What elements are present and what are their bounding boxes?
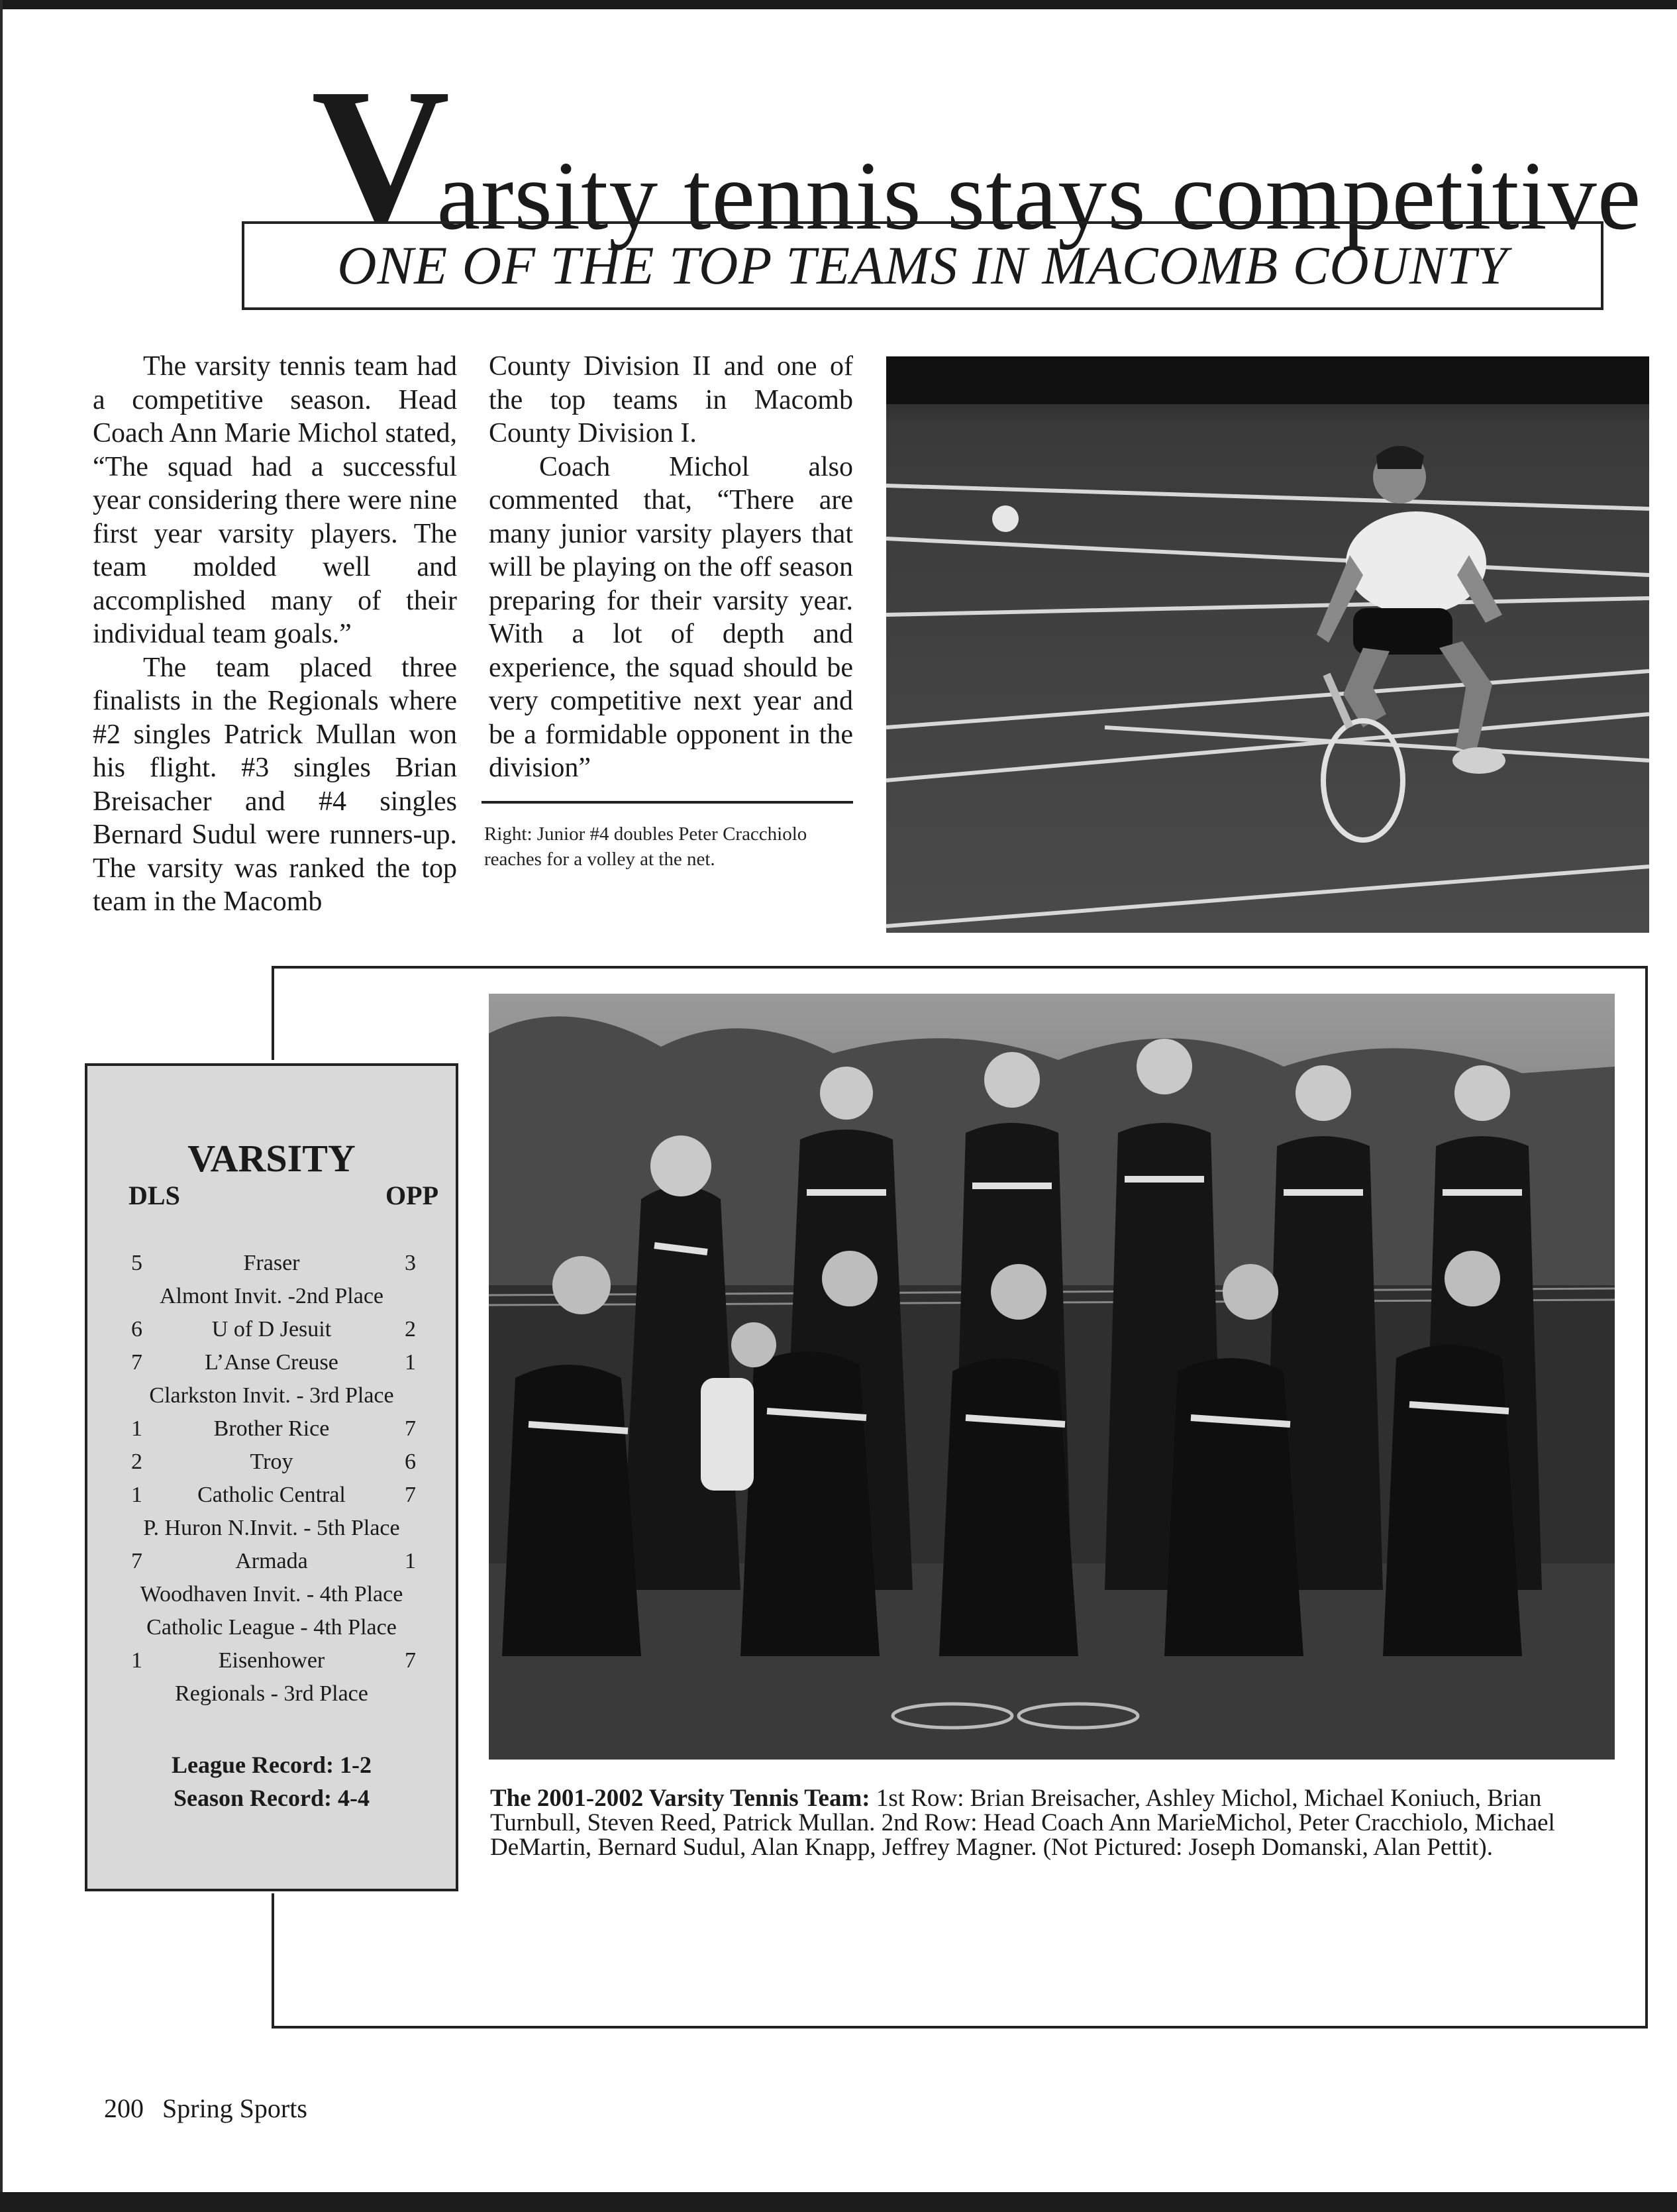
match-row: [87, 1446, 456, 1479]
tournament-note: P. Huron N.Invit. - 5th Place: [143, 1516, 400, 1540]
record-summary: [87, 1748, 456, 1815]
record-opp-label: OPP: [385, 1181, 438, 1210]
opponent-name: Fraser: [243, 1251, 300, 1275]
opponent-name: Armada: [235, 1549, 308, 1573]
tournament-note: Regionals - 3rd Place: [175, 1681, 368, 1706]
subtitle-banner: [242, 221, 1603, 310]
tournament-note: Almont Invit. -2nd Place: [159, 1284, 384, 1308]
opp-score: 7: [405, 1648, 416, 1673]
opponent-name: Troy: [250, 1449, 293, 1474]
dls-score: 2: [131, 1449, 142, 1474]
page-title: [311, 49, 1642, 262]
record-list: [87, 1247, 456, 1711]
title-text: arsity tennis stays competitive: [436, 142, 1642, 250]
opp-score: 1: [405, 1350, 416, 1375]
season-record: Season Record: 4-4: [174, 1785, 370, 1811]
opp-score: 1: [405, 1549, 416, 1573]
top-border: [0, 0, 1677, 9]
article-paragraph: The varsity tennis team had a competitive season. Head Coach Ann Marie Michol stated, “The squad had a successful year considering there were nine first year varsity players. The team molded well and accomplished many of their individual team goals.”: [93, 351, 457, 649]
dls-score: 1: [131, 1416, 142, 1441]
tournament-note: Woodhaven Invit. - 4th Place: [140, 1582, 403, 1606]
match-row: [87, 1545, 456, 1578]
tournament-note: Clarkston Invit. - 3rd Place: [149, 1383, 394, 1408]
match-row: [87, 1313, 456, 1346]
section-name: Spring Sports: [162, 2093, 307, 2123]
tennis-court-illustration: [886, 356, 1649, 933]
tournament-note: Catholic League - 4th Place: [146, 1615, 397, 1640]
record-heading: VARSITY: [187, 1137, 356, 1180]
opp-score: 2: [405, 1317, 416, 1342]
opponent-name: Catholic Central: [197, 1483, 346, 1507]
article-paragraph: Coach Michol also commented that, “There are many junior varsity players that will be playing on the off season preparing for their varsity year. With a lot of depth and experience, the squad should be very competitive next year and be a formidable opponent in the division”: [489, 451, 853, 783]
match-row: [87, 1247, 456, 1280]
season-record-box: [85, 1063, 458, 1891]
match-row: [87, 1412, 456, 1446]
team-caption: [490, 1786, 1616, 1860]
dls-score: 1: [131, 1483, 142, 1507]
opponent-name: Eisenhower: [218, 1648, 325, 1673]
opp-score: 6: [405, 1449, 416, 1474]
match-row: [87, 1479, 456, 1512]
article-column-1: [93, 350, 457, 919]
team-caption-text: 1st Row: Brian Breisacher, Ashley Michol, Michael Koniuch, Brian Turnbull, Steven Reed, Patrick Mullan. 2nd Row: Head Coach Ann MarieMichol, Peter Cracchiolo, Michael DeMartin, Bernard Sudul, Alan Knapp, Jeffrey Magner. (Not Pictured: Joseph Domanski, Alan Pettit).: [490, 1785, 1555, 1861]
article-paragraph: County Division II and one of the top teams in Macomb County Division I.: [489, 351, 853, 448]
photo-caption: Right: Junior #4 doubles Peter Cracchiolo reaches for a volley at the net.: [484, 823, 807, 870]
team-photo: [489, 994, 1615, 1760]
dls-score: 1: [131, 1648, 142, 1673]
left-edge: [0, 0, 3, 2212]
league-record: League Record: 1-2: [172, 1752, 372, 1778]
team-photo-illustration: [489, 994, 1615, 1760]
opp-score: 7: [405, 1483, 416, 1507]
opp-score: 7: [405, 1416, 416, 1441]
team-caption-lead: The 2001-2002 Varsity Tennis Team:: [490, 1785, 870, 1812]
record-dls-label: DLS: [128, 1181, 180, 1210]
article-paragraph: The team placed three finalists in the Regionals where #2 singles Patrick Mullan won his flight. #3 singles Brian Breisacher and #4 singles Bernard Sudul were runners-up. The varsity was ranked the top team in the Macomb: [93, 652, 457, 917]
page-number: 200: [104, 2093, 144, 2123]
page-footer: [104, 2093, 307, 2124]
match-row: [87, 1346, 456, 1379]
subtitle-text: ONE OF THE TOP TEAMS IN MACOMB COUNTY: [337, 235, 1508, 295]
title-dropcap: V: [311, 49, 437, 262]
dls-score: 6: [131, 1317, 142, 1342]
caption-divider: [482, 801, 853, 804]
opponent-name: U of D Jesuit: [211, 1317, 332, 1342]
bottom-border: [0, 2192, 1677, 2212]
article-column-2: [489, 350, 853, 785]
dls-score: 5: [131, 1251, 142, 1275]
opp-score: 3: [405, 1251, 416, 1275]
opponent-name: L’Anse Creuse: [205, 1350, 338, 1375]
dls-score: 7: [131, 1549, 142, 1573]
dls-score: 7: [131, 1350, 142, 1375]
tennis-player-photo: [886, 356, 1649, 933]
opponent-name: Brother Rice: [213, 1416, 330, 1441]
match-row: [87, 1644, 456, 1677]
